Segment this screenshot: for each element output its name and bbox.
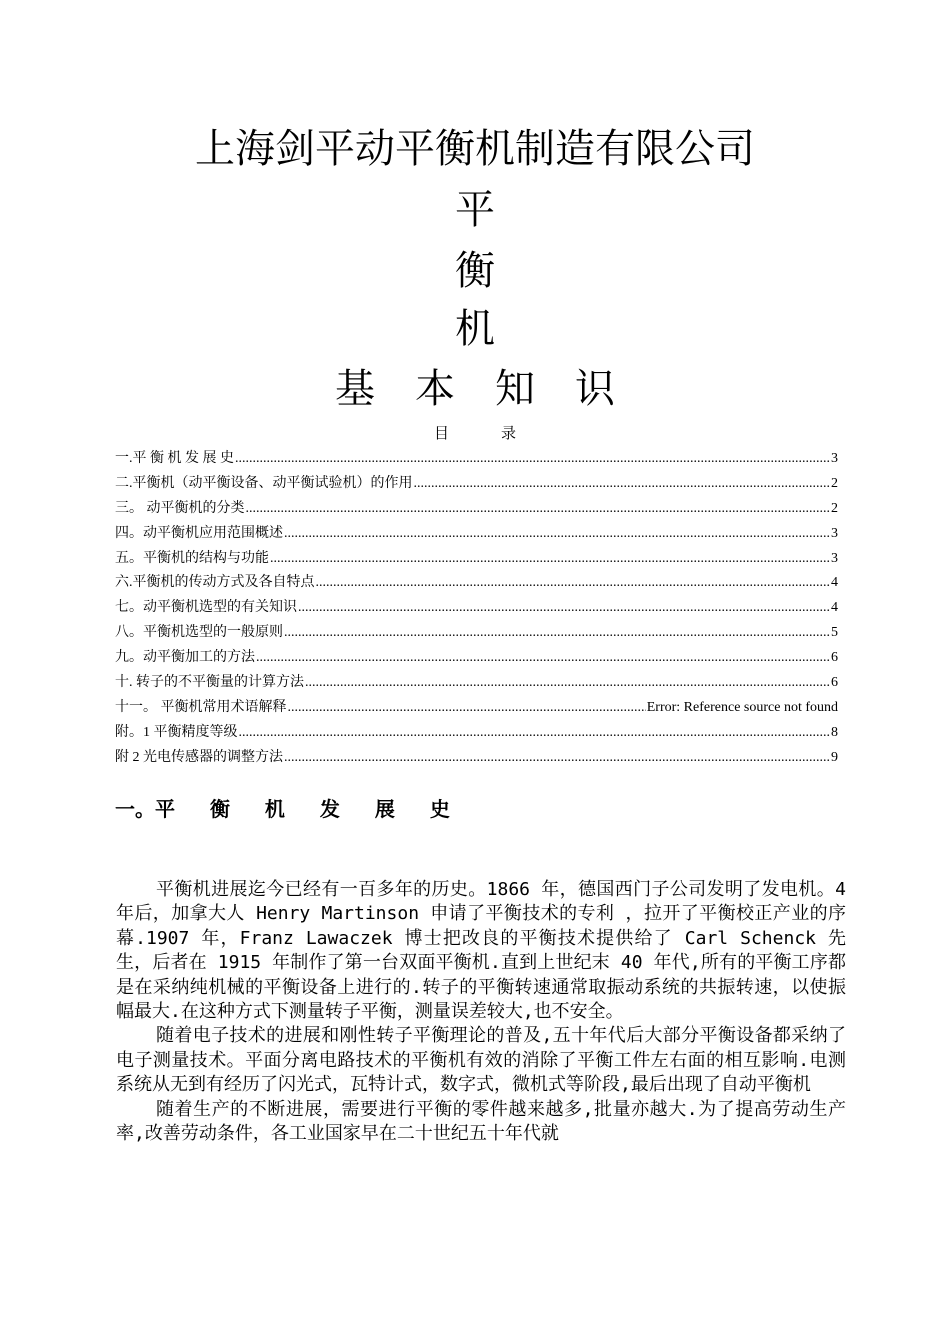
toc-leader-dots — [288, 697, 646, 719]
toc-entry-label: 附。1 平衡精度等级 — [115, 724, 238, 740]
toc-heading — [0, 424, 950, 444]
toc-leader-dots — [235, 448, 830, 470]
toc-entry-label: 一.平 衡 机 发 展 史 — [115, 451, 234, 466]
body-text — [116, 878, 846, 1146]
subtitle-char-2: 本 — [415, 366, 455, 412]
paragraph: 随着电子技术的进展和刚性转子平衡理论的普及,五十年代后大部分平衡设备都采纳了电子测量技术。平面分离电路技术的平衡机有效的消除了平衡工件左右面的相互影响.电测系统从无到有经历了闪光式，瓦特计式，数字式，微机式等阶段,最后出现了自动平衡机 — [116, 1025, 846, 1096]
table-of-contents — [115, 448, 838, 772]
toc-leader-dots — [284, 622, 830, 644]
toc-entry[interactable] — [115, 647, 838, 672]
toc-entry-label: 七。动平衡机选型的有关知识 — [115, 600, 297, 616]
toc-entry-label: 三。 动平衡机的分类 — [115, 500, 245, 516]
toc-entry-label: 五。平衡机的结构与功能 — [115, 550, 269, 566]
toc-entry-page: 3 — [831, 451, 838, 466]
section-heading — [115, 794, 464, 824]
title-char-heng: 衡 — [455, 248, 495, 294]
paragraph: 平衡机进展迄今已经有一百多年的历史。1866 年，德国西门子公司发明了发电机。4 年后，加拿大人 Henry Martinson 申请了平衡技术的专利 ，拉开了平衡校正产业的序幕.1907 年，Franz Lawaczek 博士把改良的平衡技术提供给了 Carl Schenck 先生，后者在 1915 年制作了第一台双面平衡机.直到上世纪末 40 年代,所有的平衡工序都是在采纳纯机械的平衡设备上进行的.转子的平衡转速通常取振动系统的共振转速，以使振幅最大.在这种方式下测量转子平衡，测量误差较大,也不安全。 — [116, 879, 846, 1023]
toc-entry-page: 4 — [831, 575, 838, 591]
toc-entry-page: 9 — [831, 749, 838, 765]
toc-entry-label: 二.平衡机（动平衡设备、动平衡试验机）的作用 — [115, 475, 413, 491]
toc-entry[interactable] — [115, 473, 838, 498]
toc-heading-char-1: 目 — [433, 426, 449, 442]
toc-entry-label: 八。平衡机选型的一般原则 — [115, 625, 283, 641]
toc-entry-page: 8 — [831, 724, 838, 740]
toc-leader-dots — [298, 597, 830, 619]
subtitle-char-1: 基 — [335, 366, 375, 412]
toc-entry[interactable] — [115, 523, 838, 548]
toc-entry[interactable] — [115, 597, 838, 622]
toc-leader-dots — [316, 572, 831, 594]
toc-entry[interactable] — [115, 548, 838, 573]
toc-entry-page: 6 — [831, 650, 838, 666]
toc-leader-dots — [246, 498, 831, 520]
toc-leader-dots — [256, 647, 830, 669]
toc-leader-dots — [284, 747, 830, 769]
toc-entry-page: 3 — [831, 525, 838, 541]
title-char-ping: 平 — [455, 187, 495, 233]
subtitle-basic-knowledge — [0, 360, 950, 418]
toc-entry-label: 十. 转子的不平衡量的计算方法 — [115, 675, 304, 691]
subtitle-char-3: 知 — [495, 366, 535, 412]
toc-leader-dots — [239, 722, 831, 744]
toc-entry[interactable] — [115, 448, 838, 473]
toc-heading-char-2: 录 — [501, 426, 517, 442]
toc-entry-page: Error: Reference source not found — [646, 699, 838, 715]
toc-entry-label: 九。动平衡加工的方法 — [115, 650, 255, 666]
toc-leader-dots — [305, 672, 830, 694]
toc-entry-label: 附 2 光电传感器的调整方法 — [115, 749, 283, 765]
toc-entry-label: 六.平衡机的传动方式及各自特点 — [115, 575, 315, 591]
section-title-text: 平 衡 机 发 展 史 — [155, 797, 464, 821]
paragraph: 随着生产的不断进展，需要进行平衡的零件越来越多,批量亦越大.为了提高劳动生产率,改善劳动条件，各工业国家早在二十世纪五十年代就 — [116, 1098, 846, 1145]
toc-entry-page: 5 — [831, 625, 838, 641]
toc-entry-page: 4 — [831, 600, 838, 616]
section-number: 一。 — [115, 797, 155, 821]
toc-entry[interactable] — [115, 722, 838, 747]
subtitle-char-4: 识 — [575, 366, 615, 412]
company-name: 上海剑平动平衡机制造有限公司 — [195, 126, 755, 172]
toc-leader-dots — [284, 523, 830, 545]
toc-entry-page: 6 — [831, 675, 838, 691]
toc-entry-label: 四。动平衡机应用范围概述 — [115, 525, 283, 541]
toc-entry-page: 2 — [831, 500, 838, 516]
toc-entry-page: 3 — [831, 550, 838, 566]
toc-entry[interactable] — [115, 622, 838, 647]
toc-entry-label: 十一。 平衡机常用术语解释 — [115, 699, 287, 715]
toc-entry[interactable] — [115, 498, 838, 523]
toc-entry[interactable] — [115, 672, 838, 697]
toc-leader-dots — [414, 473, 831, 495]
toc-entry[interactable] — [115, 572, 838, 597]
toc-entry[interactable] — [115, 747, 838, 772]
toc-entry[interactable] — [115, 697, 838, 722]
title-char-ji: 机 — [455, 306, 495, 352]
toc-leader-dots — [270, 548, 830, 570]
toc-entry-page: 2 — [831, 475, 838, 491]
